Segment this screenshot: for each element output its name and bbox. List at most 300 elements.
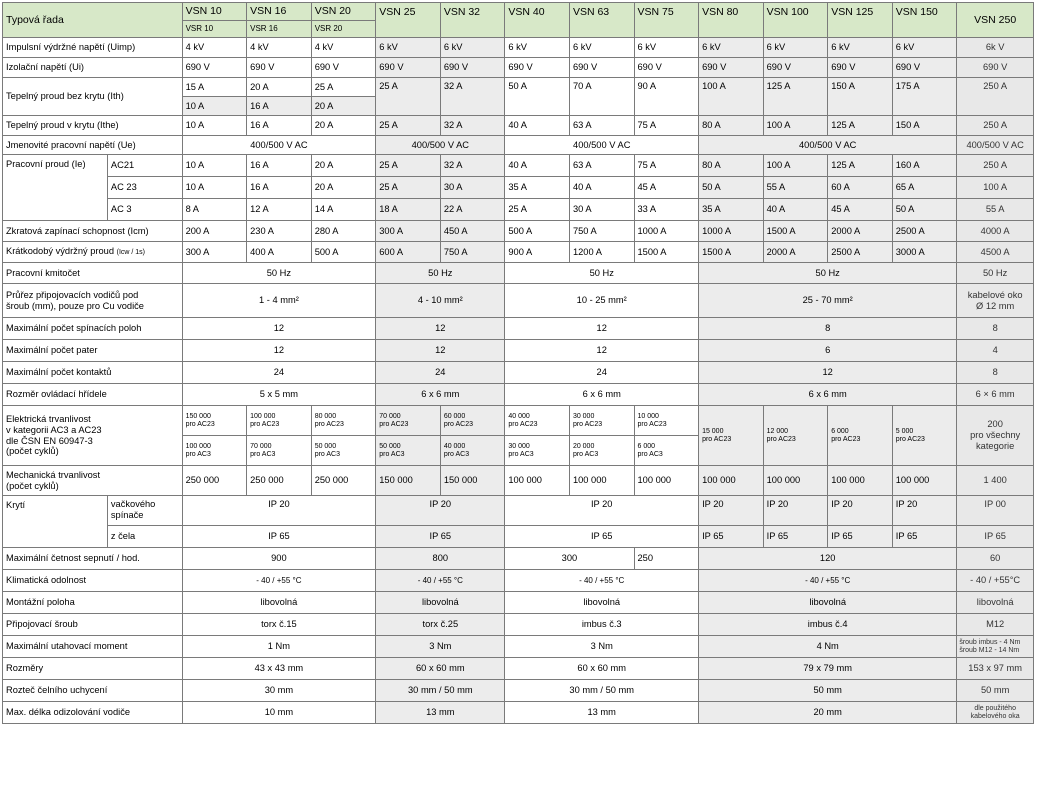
cell: 400/500 V AC [376, 136, 505, 155]
cell: 900 [182, 548, 376, 570]
cell: 60 A [828, 177, 893, 199]
cell: IP 20 [828, 496, 893, 526]
row-label: Maximální utahovací moment [3, 636, 183, 658]
cell: 25 A [376, 155, 441, 177]
cell: 690 V [505, 58, 570, 78]
cell-line: 20 000 [572, 442, 595, 450]
cell: IP 65 [699, 526, 764, 548]
row-label: Maximální četnost sepnutí / hod. [3, 548, 183, 570]
cell: 100 000 [634, 466, 699, 496]
cell: 1 Nm [182, 636, 376, 658]
cell: 50 Hz [376, 263, 505, 284]
cell: 450 A [440, 221, 505, 242]
cell: 16 A [247, 97, 312, 116]
cell: 10 A [182, 97, 247, 116]
cell: 100 000 [569, 466, 634, 496]
cell: 12 [505, 340, 699, 362]
cell: - 40 / +55 °C [182, 570, 376, 592]
row-label: Maximální počet spínacích poloh [3, 318, 183, 340]
cell: 690 V [311, 58, 376, 78]
cell: 12 [376, 340, 505, 362]
cell: 250 A [957, 78, 1034, 116]
cell: 16 A [247, 177, 312, 199]
cell: 4 [957, 340, 1034, 362]
cell-line: pro AC3 [185, 450, 211, 458]
cell [957, 406, 1034, 466]
cell: 45 A [828, 199, 893, 221]
cell: 1 400 [957, 466, 1034, 496]
cell: libovolná [505, 592, 699, 614]
cell: - 40 / +55°C [957, 570, 1034, 592]
cell: 20 A [311, 177, 376, 199]
cell-line: Ø 12 mm [976, 300, 1015, 311]
cell: 25 A [505, 199, 570, 221]
cell: 2500 A [892, 221, 957, 242]
cell-line: pro AC23 [185, 420, 215, 428]
cell: 8 [957, 318, 1034, 340]
cell: 35 A [699, 199, 764, 221]
row-label-line: Mechanická trvanlivost [6, 469, 101, 480]
cell: 4 kV [311, 38, 376, 58]
cell: 40 A [505, 155, 570, 177]
cell: 100 A [699, 78, 764, 116]
cell: 63 A [569, 116, 634, 136]
row-label-line: (počet cyklů) [6, 480, 59, 491]
cell: 4000 A [957, 221, 1034, 242]
cell: 50 A [892, 199, 957, 221]
cell: IP 20 [892, 496, 957, 526]
cell: 55 A [763, 177, 828, 199]
cell: 1500 A [699, 242, 764, 263]
cell: 10 mm [182, 702, 376, 724]
cell: 13 mm [505, 702, 699, 724]
cell: 18 A [376, 199, 441, 221]
cell: IP 20 [699, 496, 764, 526]
cell: IP 20 [376, 496, 505, 526]
cell: 80 A [699, 116, 764, 136]
cell: 50 Hz [957, 263, 1034, 284]
cell-line: pro AC23 [702, 435, 732, 443]
row-label: Rozteč čelního uchycení [3, 680, 183, 702]
row-label: Maximální počet pater [3, 340, 183, 362]
cell-line: 40 000 [443, 442, 466, 450]
cell: 3 Nm [376, 636, 505, 658]
cell: 20 A [311, 116, 376, 136]
cell: IP 65 [376, 526, 505, 548]
cell: 6 x 6 mm [505, 384, 699, 406]
cell: 1500 A [634, 242, 699, 263]
cell-line: 70 000 [379, 412, 401, 420]
cell: 200 A [182, 221, 247, 242]
row-label: Impulsní výdržné napětí (Uimp) [3, 38, 183, 58]
cell: 79 x 79 mm [699, 658, 957, 680]
cell [699, 406, 764, 466]
cell: 300 A [182, 242, 247, 263]
model-header: VSN 25 [376, 3, 441, 38]
cell [957, 702, 1034, 724]
cell: 100 A [957, 177, 1034, 199]
cell: imbus č.3 [505, 614, 699, 636]
cell-line: 200 [987, 419, 1003, 430]
cell: 690 V [569, 58, 634, 78]
cell [311, 406, 376, 436]
cell: 40 A [569, 177, 634, 199]
cell: - 40 / +55 °C [376, 570, 505, 592]
row-label [3, 284, 183, 318]
cell: 10 A [182, 155, 247, 177]
cell: 50 Hz [505, 263, 699, 284]
cell [634, 406, 699, 436]
cell: 6 x 6 mm [376, 384, 505, 406]
row-label: Pracovní proud (Ie) [3, 155, 108, 221]
model-header: VSN 32 [440, 3, 505, 38]
cell [440, 436, 505, 466]
cell-line: kabelového oka [970, 712, 1020, 720]
cell: 13 mm [376, 702, 505, 724]
row-label-line: dle ČSN EN 60947-3 [6, 435, 93, 446]
cell: 6 kV [634, 38, 699, 58]
cell: 125 A [763, 78, 828, 116]
cell: 6 kV [828, 38, 893, 58]
cell-line: pro AC23 [443, 420, 473, 428]
cell: 10 - 25 mm² [505, 284, 699, 318]
cell: 250 000 [182, 466, 247, 496]
cell: 4500 A [957, 242, 1034, 263]
cell: 500 A [505, 221, 570, 242]
cell: 250 A [957, 116, 1034, 136]
cell: libovolná [957, 592, 1034, 614]
cell: 500 A [311, 242, 376, 263]
cell: 10 A [182, 116, 247, 136]
cell: 6 kV [440, 38, 505, 58]
sub-label: AC 23 [107, 177, 182, 199]
cell: 100 000 [828, 466, 893, 496]
cell: 50 mm [699, 680, 957, 702]
row-label-line: v kategorii AC3 a AC23 [6, 424, 102, 435]
cell: 60 [957, 548, 1034, 570]
cell: 175 A [892, 78, 957, 116]
cell: 2000 A [828, 221, 893, 242]
cell: IP 65 [828, 526, 893, 548]
cell [763, 406, 828, 466]
cell: 690 V [247, 58, 312, 78]
cell: 400/500 V AC [182, 136, 376, 155]
cell: 25 A [311, 78, 376, 97]
cell-line: pro AC23 [895, 435, 925, 443]
cell: 6 [699, 340, 957, 362]
cell [505, 436, 570, 466]
cell-line: 60 000 [443, 412, 466, 420]
model-header: VSN 100 [763, 3, 828, 38]
cell: 50 A [699, 177, 764, 199]
cell: 150 A [828, 78, 893, 116]
cell: 25 - 70 mm² [699, 284, 957, 318]
cell: IP 65 [763, 526, 828, 548]
cell [376, 436, 441, 466]
cell: 43 x 43 mm [182, 658, 376, 680]
cell: 35 A [505, 177, 570, 199]
cell [634, 436, 699, 466]
cell: 400/500 V AC [505, 136, 699, 155]
cell: 6 × 6 mm [957, 384, 1034, 406]
cell: 300 [505, 548, 634, 570]
cell: 690 V [828, 58, 893, 78]
cell: 6 kV [505, 38, 570, 58]
cell: 8 [957, 362, 1034, 384]
cell-line: 40 000 [508, 412, 530, 420]
cell: 50 Hz [182, 263, 376, 284]
cell [376, 406, 441, 436]
cell: 90 A [634, 78, 699, 116]
cell: 16 A [247, 155, 312, 177]
cell: 33 A [634, 199, 699, 221]
cell: 24 [182, 362, 376, 384]
row-label-line: Elektrická trvanlivost [6, 414, 91, 425]
cell: 400 A [247, 242, 312, 263]
cell: libovolná [182, 592, 376, 614]
cell: 12 [505, 318, 699, 340]
cell: IP 65 [505, 526, 699, 548]
cell: 4 Nm [699, 636, 957, 658]
cell [311, 436, 376, 466]
cell: 750 A [569, 221, 634, 242]
row-label [3, 406, 183, 466]
cell: IP 20 [505, 496, 699, 526]
cell-line: pro AC23 [314, 420, 344, 428]
cell: 16 A [247, 116, 312, 136]
cell: 1200 A [569, 242, 634, 263]
cell: 100 000 [699, 466, 764, 496]
cell: IP 20 [763, 496, 828, 526]
cell: 690 V [376, 58, 441, 78]
model-header: VSN 16 [247, 3, 312, 21]
cell: 900 A [505, 242, 570, 263]
cell-line: 50 000 [314, 442, 337, 450]
cell: 125 A [828, 116, 893, 136]
cell [247, 406, 312, 436]
cell: 12 [182, 340, 376, 362]
sub-label: AC 3 [107, 199, 182, 221]
cell: 20 mm [699, 702, 957, 724]
cell: 250 [634, 548, 699, 570]
row-label: Rozměr ovládací hřídele [3, 384, 183, 406]
cell [892, 406, 957, 466]
cell-line: 50 000 [379, 442, 401, 450]
cell: 4 - 10 mm² [376, 284, 505, 318]
cell-line: 70 000 [250, 442, 272, 450]
cell: 20 A [311, 155, 376, 177]
cell-line: pro AC3 [314, 450, 340, 458]
cell-line: 30 000 [572, 412, 595, 420]
cell: libovolná [699, 592, 957, 614]
cell: 3 Nm [505, 636, 699, 658]
cell: M12 [957, 614, 1034, 636]
cell-line: pro AC23 [766, 435, 796, 443]
cell: 6 x 6 mm [699, 384, 957, 406]
cell: 40 A [505, 116, 570, 136]
sub-model-header: VSR 16 [247, 21, 312, 38]
cell: 63 A [569, 155, 634, 177]
row-label-line: šroub (mm), pouze pro Cu vodiče [6, 300, 144, 311]
cell-line: pro AC23 [379, 420, 409, 428]
cell-line: 100 000 [185, 442, 211, 450]
cell-line: pro AC3 [443, 450, 470, 458]
row-label: Jmenovité pracovní napětí (Ue) [3, 136, 183, 155]
sub-model-header: VSR 20 [311, 21, 376, 38]
cell: 690 V [892, 58, 957, 78]
model-header: VSN 75 [634, 3, 699, 38]
cell: torx č.15 [182, 614, 376, 636]
cell-line: pro AC23 [637, 420, 667, 428]
cell: 14 A [311, 199, 376, 221]
cell: 50 mm [957, 680, 1034, 702]
cell: 25 A [376, 177, 441, 199]
row-label: Tepelný proud v krytu (Ithe) [3, 116, 183, 136]
cell: 1000 A [699, 221, 764, 242]
cell-line: 6 000 [637, 442, 656, 450]
cell: 2000 A [763, 242, 828, 263]
cell: 50 Hz [699, 263, 957, 284]
model-header: VSN 150 [892, 3, 957, 38]
cell: 60 x 60 mm [505, 658, 699, 680]
cell-line: šroub imbus - 4 Nm [959, 638, 1021, 646]
cell [569, 406, 634, 436]
cell: 100 000 [892, 466, 957, 496]
cell: imbus č.4 [699, 614, 957, 636]
row-label: Izolační napětí (Ui) [3, 58, 183, 78]
cell: 280 A [311, 221, 376, 242]
cell: 6 kV [376, 38, 441, 58]
row-label: Klimatická odolnost [3, 570, 183, 592]
cell-line: 15 000 [702, 427, 724, 435]
row-label: Maximální počet kontaktů [3, 362, 183, 384]
cell: 250 A [957, 155, 1034, 177]
cell: 1 - 4 mm² [182, 284, 376, 318]
row-label [3, 466, 183, 496]
cell: 75 A [634, 155, 699, 177]
row-label-line: Průřez připojovacích vodičů pod [6, 289, 139, 300]
cell: 70 A [569, 78, 634, 116]
cell-line: 5 000 [895, 427, 914, 435]
cell: 80 A [699, 155, 764, 177]
row-label: Rozměry [3, 658, 183, 680]
model-header: VSN 80 [699, 3, 764, 38]
cell: 100 A [763, 116, 828, 136]
cell: 8 A [182, 199, 247, 221]
cell: 250 000 [311, 466, 376, 496]
cell: 230 A [247, 221, 312, 242]
cell: 100 000 [763, 466, 828, 496]
cell [957, 284, 1034, 318]
cell-line: pro AC23 [831, 435, 861, 443]
cell: 690 V [182, 58, 247, 78]
row-label-line: (počet cyklů) [6, 446, 59, 457]
cell: 15 A [182, 78, 247, 97]
cell: 1500 A [763, 221, 828, 242]
cell: 125 A [828, 155, 893, 177]
cell-line: 150 000 [185, 412, 211, 420]
cell: 32 A [440, 155, 505, 177]
cell [247, 436, 312, 466]
cell: 150 000 [376, 466, 441, 496]
row-label: Pracovní kmitočet [3, 263, 183, 284]
cell: 400/500 V AC [699, 136, 957, 155]
cell: 6 kV [569, 38, 634, 58]
cell: 690 V [957, 58, 1034, 78]
cell: libovolná [376, 592, 505, 614]
model-header: VSN 63 [569, 3, 634, 38]
cell: 690 V [699, 58, 764, 78]
cell: IP 65 [182, 526, 376, 548]
cell: 22 A [440, 199, 505, 221]
cell: 690 V [763, 58, 828, 78]
cell-line: pro AC23 [250, 420, 280, 428]
cell: 100 000 [505, 466, 570, 496]
cell: 50 A [505, 78, 570, 116]
cell: 6k V [957, 38, 1034, 58]
model-header: VSN 125 [828, 3, 893, 38]
cell: - 40 / +55 °C [505, 570, 699, 592]
cell: 6 kV [699, 38, 764, 58]
model-header: VSN 20 [311, 3, 376, 21]
cell: 12 [699, 362, 957, 384]
cell-line: 30 000 [508, 442, 530, 450]
cell: 100 A [763, 155, 828, 177]
cell: 65 A [892, 177, 957, 199]
cell: torx č.25 [376, 614, 505, 636]
cell: 30 mm / 50 mm [505, 680, 699, 702]
cell: 30 mm / 50 mm [376, 680, 505, 702]
cell-line: pro AC23 [508, 420, 538, 428]
series-header: Typová řada [3, 3, 183, 38]
cell: 20 A [311, 97, 376, 116]
cell: 45 A [634, 177, 699, 199]
sub-label [107, 496, 182, 526]
spec-table [2, 2, 1034, 724]
cell: 150 000 [440, 466, 505, 496]
cell: IP 65 [892, 526, 957, 548]
row-label: Montážní poloha [3, 592, 183, 614]
cell: 24 [505, 362, 699, 384]
cell: 6 kV [892, 38, 957, 58]
model-header: VSN 10 [182, 3, 247, 21]
cell [182, 436, 247, 466]
cell: 24 [376, 362, 505, 384]
cell [569, 436, 634, 466]
cell: 6 kV [763, 38, 828, 58]
cell [440, 406, 505, 436]
sub-label: AC21 [107, 155, 182, 177]
cell: 600 A [376, 242, 441, 263]
row-label: Max. délka odizolování vodiče [3, 702, 183, 724]
cell-line: pro AC3 [508, 450, 534, 458]
cell: 750 A [440, 242, 505, 263]
cell: 150 A [892, 116, 957, 136]
cell: 12 A [247, 199, 312, 221]
cell: - 40 / +55 °C [699, 570, 957, 592]
cell: 12 [376, 318, 505, 340]
cell: 3000 A [892, 242, 957, 263]
cell-line: kabelové oko [967, 289, 1023, 300]
cell [828, 406, 893, 466]
cell: 30 A [569, 199, 634, 221]
cell: 55 A [957, 199, 1034, 221]
cell-line: pro AC23 [572, 420, 603, 428]
cell: 10 A [182, 177, 247, 199]
cell: 60 x 60 mm [376, 658, 505, 680]
cell: 4 kV [247, 38, 312, 58]
cell: 160 A [892, 155, 957, 177]
